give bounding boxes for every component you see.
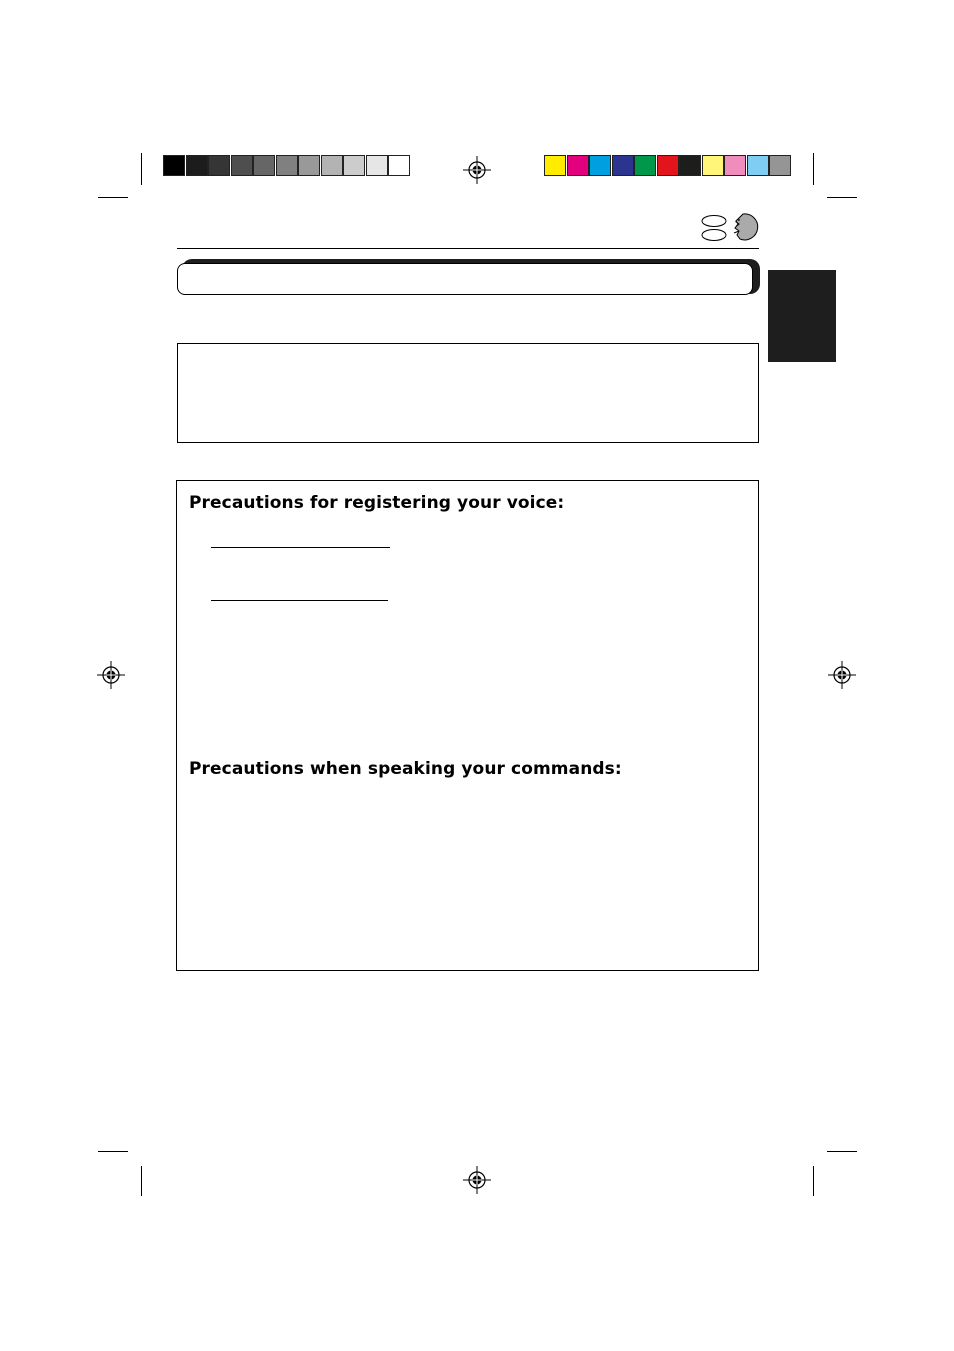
grayscale-swatch [343, 155, 365, 176]
color-swatch [567, 155, 589, 176]
grayscale-bar [163, 155, 411, 176]
registering-precautions-heading: Precautions for registering your voice: [189, 493, 565, 513]
crop-mark-bottom-right-vertical [813, 1166, 814, 1196]
note-box [177, 343, 759, 443]
crop-mark-top-right-vertical [813, 153, 814, 185]
color-swatch [634, 155, 656, 176]
crosshair-registration-icon [463, 1166, 491, 1194]
grayscale-swatch [208, 155, 230, 176]
crosshair-registration-icon [828, 661, 856, 689]
precautions-box [176, 480, 759, 971]
grayscale-swatch [163, 155, 185, 176]
crosshair-registration-icon [463, 156, 491, 184]
crosshair-registration-icon [97, 661, 125, 689]
header-rule [177, 248, 759, 249]
speaking-precautions-heading: Precautions when speaking your commands: [189, 759, 622, 779]
crop-mark-top-left-vertical [141, 153, 142, 185]
crop-mark-bottom-right-horizontal [827, 1151, 857, 1152]
color-swatch [679, 155, 701, 176]
section-tab [768, 270, 836, 362]
crop-mark-bottom-left-vertical [141, 1166, 142, 1196]
crop-mark-top-right-horizontal [827, 197, 857, 198]
color-swatch [544, 155, 566, 176]
grayscale-swatch [366, 155, 388, 176]
color-bar [544, 155, 792, 176]
underline-rule [211, 547, 390, 548]
grayscale-swatch [321, 155, 343, 176]
color-swatch [747, 155, 769, 176]
color-swatch [724, 155, 746, 176]
underline-rule [211, 600, 388, 601]
grayscale-swatch [388, 155, 410, 176]
color-swatch [589, 155, 611, 176]
crop-mark-top-left-horizontal [98, 197, 128, 198]
color-swatch [769, 155, 791, 176]
color-swatch [702, 155, 724, 176]
title-bar [177, 263, 753, 295]
speaking-head-icon [699, 211, 759, 245]
grayscale-swatch [253, 155, 275, 176]
color-swatch [657, 155, 679, 176]
color-swatch [612, 155, 634, 176]
crop-mark-bottom-left-horizontal [98, 1151, 128, 1152]
grayscale-swatch [298, 155, 320, 176]
grayscale-swatch [186, 155, 208, 176]
grayscale-swatch [231, 155, 253, 176]
grayscale-swatch [276, 155, 298, 176]
